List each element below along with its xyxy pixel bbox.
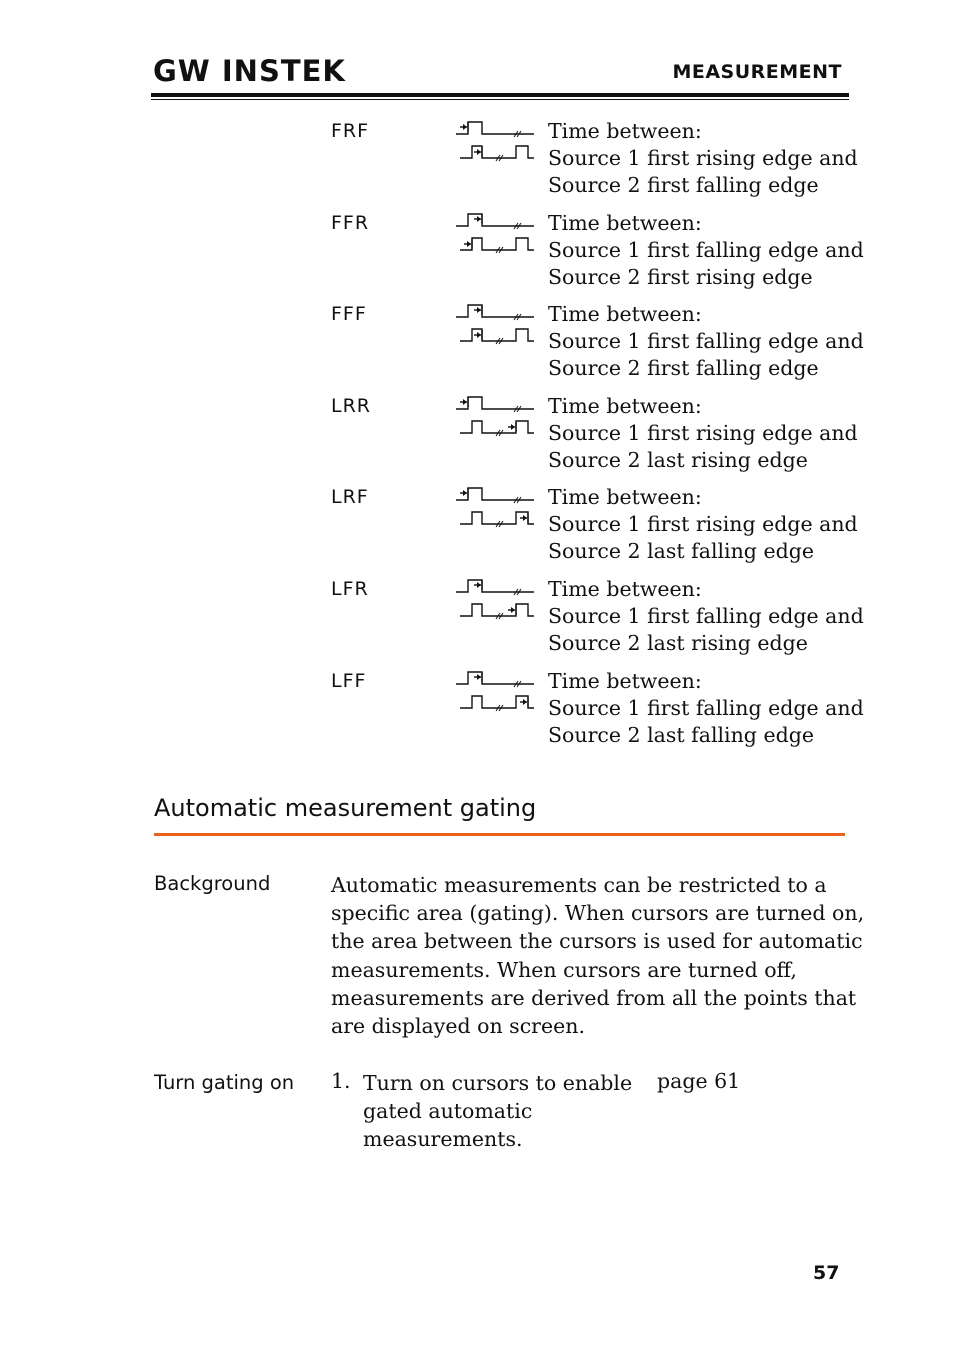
delay-mode-description [548, 668, 864, 750]
delay-mode-row [0, 668, 954, 760]
description-line: Source 2 last falling edge [548, 539, 814, 564]
background-line: specific area (gating). When cursors are turned on, [331, 901, 865, 926]
background-line: measurements. When cursors are turned off, [331, 957, 797, 982]
delay-mode-description [548, 484, 858, 566]
background-label: Background [154, 872, 271, 895]
delay-mode-description [548, 210, 864, 292]
first-falling-to-first-falling-icon [454, 301, 536, 352]
background-line: are displayed on screen. [331, 1013, 585, 1038]
step-number: 1. [331, 1069, 351, 1093]
delay-mode-row [0, 484, 954, 576]
description-line: Source 2 first falling edge [548, 356, 819, 381]
description-line: Time between: [548, 211, 702, 235]
section-divider [154, 833, 845, 836]
header-divider [151, 93, 849, 97]
first-falling-to-last-rising-icon [454, 576, 536, 627]
delay-mode-description [548, 576, 864, 658]
turn-gating-on-label: Turn gating on [154, 1071, 295, 1094]
description-line: Source 2 last rising edge [548, 631, 808, 656]
description-line: Source 1 first falling edge and [548, 696, 864, 721]
description-line: Time between: [548, 302, 702, 326]
description-line: Source 1 first rising edge and [548, 421, 858, 446]
step-text [363, 1069, 632, 1154]
description-line: Time between: [548, 669, 702, 693]
description-line: Time between: [548, 485, 702, 509]
logo-text: GW INSTEK [153, 54, 346, 88]
first-falling-to-last-falling-icon [454, 668, 536, 719]
description-line: Time between: [548, 577, 702, 601]
gw-instek-logo [153, 54, 346, 88]
step-line: Turn on cursors to enable [363, 1071, 633, 1095]
description-line: Time between: [548, 394, 702, 418]
delay-mode-code: LRF [331, 486, 369, 508]
delay-mode-code: LFF [331, 670, 367, 692]
background-line: measurements are derived from all the points that [331, 985, 857, 1010]
step-line: gated automatic [363, 1099, 533, 1124]
section-title: MEASUREMENT [672, 61, 842, 83]
background-line: the area between the cursors is used for automatic [331, 929, 863, 954]
background-line: Automatic measurements can be restricted to a [331, 873, 827, 897]
delay-mode-code: LFR [331, 578, 369, 600]
delay-mode-code: LRR [331, 395, 371, 417]
delay-mode-row [0, 118, 954, 210]
description-line: Source 2 last rising edge [548, 448, 808, 473]
description-line: Source 1 first falling edge and [548, 238, 864, 263]
description-line: Source 2 first rising edge [548, 265, 813, 290]
delay-mode-code: FRF [331, 120, 370, 142]
description-line: Source 2 last falling edge [548, 723, 814, 748]
delay-mode-row [0, 576, 954, 668]
first-rising-to-first-falling-icon [454, 118, 536, 169]
delay-mode-description [548, 118, 858, 200]
delay-mode-code: FFR [331, 212, 370, 234]
header-divider-thin [151, 99, 849, 100]
step-line: measurements. [363, 1127, 523, 1152]
delay-mode-row [0, 393, 954, 485]
description-line: Source 1 first falling edge and [548, 604, 864, 629]
section-heading: Automatic measurement gating [154, 794, 537, 822]
first-rising-to-last-falling-icon [454, 484, 536, 535]
first-falling-to-first-rising-icon [454, 210, 536, 261]
delay-mode-description [548, 301, 864, 383]
page-reference-link[interactable]: page 61 [657, 1069, 741, 1093]
description-line: Time between: [548, 119, 702, 143]
delay-mode-code: FFF [331, 303, 367, 325]
delay-mode-row [0, 210, 954, 302]
description-line: Source 1 first falling edge and [548, 329, 864, 354]
description-line: Source 2 first falling edge [548, 173, 819, 198]
delay-mode-row [0, 301, 954, 393]
background-paragraph [331, 871, 865, 1040]
page-number: 57 [813, 1262, 840, 1284]
delay-mode-description [548, 393, 858, 475]
description-line: Source 1 first rising edge and [548, 512, 858, 537]
description-line: Source 1 first rising edge and [548, 146, 858, 171]
first-rising-to-last-rising-icon [454, 393, 536, 444]
